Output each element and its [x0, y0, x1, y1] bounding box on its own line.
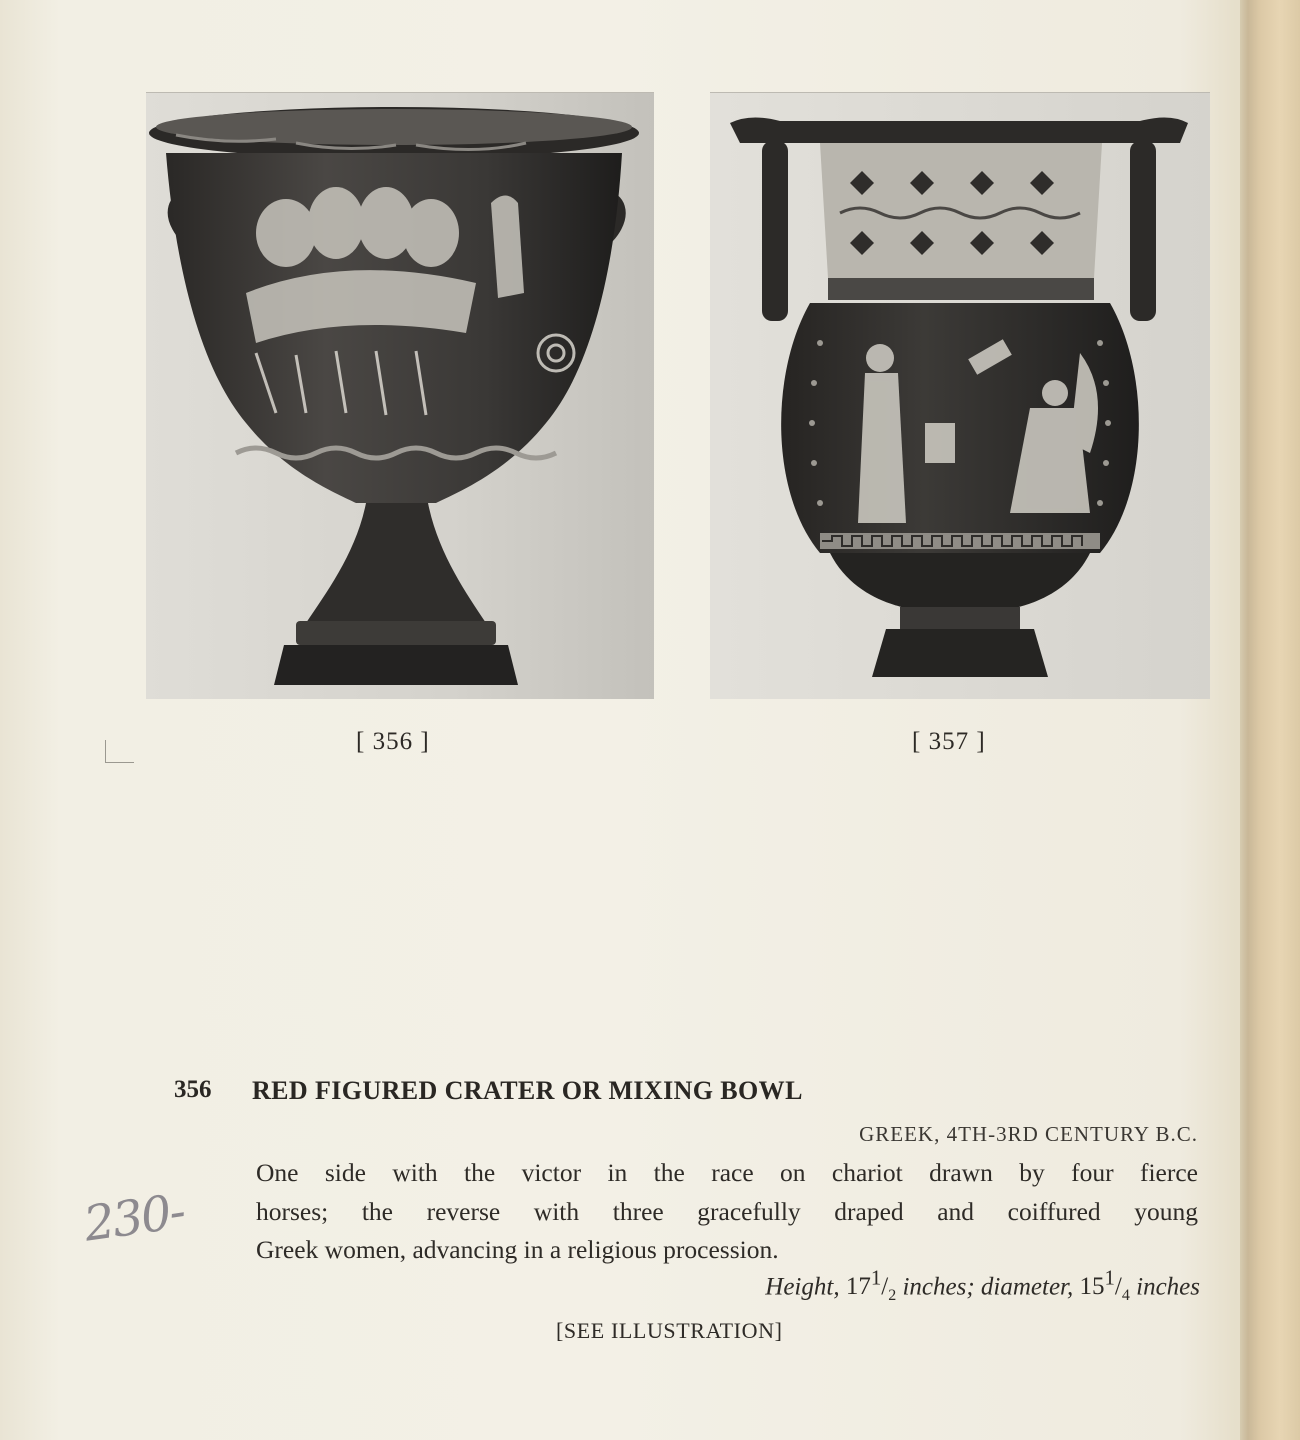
handwritten-price-note: 230- — [80, 1183, 188, 1253]
figure-caption-357: [ 357 ] — [912, 728, 986, 755]
lot-number: 356 — [174, 1076, 212, 1103]
lot-title: RED FIGURED CRATER OR MIXING BOWL — [252, 1076, 803, 1105]
photo-column-crater — [710, 92, 1210, 699]
book-gutter — [1240, 0, 1300, 1440]
photo-bell-crater — [146, 92, 654, 699]
height-value: $17^1/_2$ — [845, 1266, 897, 1305]
figure-caption-356: [ 356 ] — [356, 728, 430, 755]
description-line: Greek women, advancing in a religious procession. — [256, 1235, 779, 1264]
description-line: horses; the reverse with three gracefully draped and coiffured young — [256, 1196, 1198, 1226]
lot-dimensions — [560, 1266, 1200, 1305]
diameter-value: $15^1/_4$ — [1079, 1266, 1130, 1305]
see-illustration-note: [SEE ILLUSTRATION] — [556, 1318, 783, 1343]
crop-mark — [105, 740, 134, 763]
height-label: Height, — [765, 1273, 840, 1301]
diameter-label: inches; diameter, — [902, 1273, 1074, 1301]
unit-label: inches — [1136, 1273, 1200, 1301]
lot-origin: GREEK, 4TH-3RD CENTURY B.C. — [859, 1122, 1198, 1146]
column-crater-illustration — [710, 93, 1210, 699]
description-line: One side with the victor in the race on chariot drawn by four fierce — [256, 1158, 1198, 1187]
lot-description — [256, 1154, 1198, 1270]
bell-crater-illustration — [146, 93, 654, 699]
